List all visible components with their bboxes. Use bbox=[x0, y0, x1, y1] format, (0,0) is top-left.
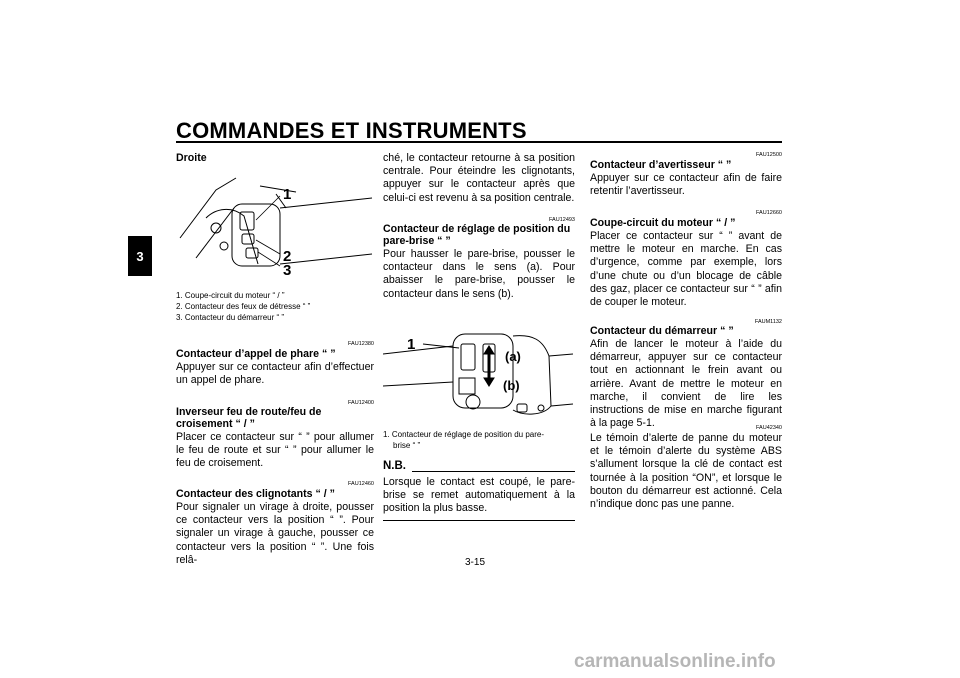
caption-line-2: brise “ ” bbox=[393, 441, 421, 450]
section-title: Contacteur des clignotants “ / ” bbox=[176, 488, 335, 500]
section-code: FAU12500 bbox=[756, 152, 782, 158]
continued-text: ché, le contacteur retourne à sa position centrale. Pour éteindre les clignotants, appuyer sur le contacteur après que celui-ci est revenu à sa position centrale. bbox=[383, 152, 575, 204]
section-code: FAU12380 bbox=[348, 341, 374, 347]
figure-callout-3: 3 bbox=[283, 262, 292, 279]
figure-callout-1: 1 bbox=[407, 336, 416, 353]
section-body: Pour signaler un virage à droite, pousser ce contacteur vers la position “ ”. Pour signaler un virage à gauche, pousser ce contacteur vers la position “ ”. Une fois relâ- bbox=[176, 501, 374, 566]
figure-caption bbox=[383, 429, 578, 451]
direction-label-a: (a) bbox=[505, 349, 521, 364]
right-handlebar-figure bbox=[176, 168, 376, 280]
section-title: Coupe-circuit du moteur “ / ” bbox=[590, 217, 736, 229]
section-title-line1: Contacteur de réglage de position du bbox=[383, 223, 571, 235]
nb-rule-top bbox=[412, 471, 575, 472]
section-code: FAU12493 bbox=[549, 217, 575, 223]
page-number: 3-15 bbox=[465, 557, 486, 568]
section-body: Placer ce contacteur sur “ ” pour allumer le feu de route et sur “ ” pour allumer le feu de croisement. bbox=[176, 431, 374, 470]
section-body: Afin de lancer le moteur à l’aide du démarreur, appuyer sur ce contacteur tout en actionnant le frein avant ou arrière. Avant de mettre le moteur en marche, il convient de lire les instructions de mise en marche figurant à la page 5-1. bbox=[590, 338, 782, 430]
page-title: COMMANDES ET INSTRUMENTS bbox=[176, 118, 527, 143]
figure-caption-list bbox=[176, 290, 376, 323]
nb-text: Lorsque le contact est coupé, le pare-brise se remet automatiquement à la position la plus basse. bbox=[383, 476, 575, 515]
section-code: FAU12460 bbox=[348, 481, 374, 487]
section-title-line1: Inverseur feu de route/feu de bbox=[176, 406, 322, 418]
section-body: Appuyer sur ce contacteur afin de faire retentir l’avertisseur. bbox=[590, 172, 782, 198]
title-rule bbox=[176, 141, 782, 143]
section-title: Contacteur d’appel de phare “ ” bbox=[176, 348, 336, 360]
caption-item-2: 2. Contacteur des feux de détresse “ ” bbox=[176, 302, 311, 311]
section-code: FAU42340 bbox=[756, 425, 782, 431]
chapter-tab: 3 bbox=[128, 236, 152, 276]
watermark: carmanualsonline.info bbox=[574, 651, 776, 672]
figure-callout-1: 1 bbox=[283, 186, 292, 203]
section-code: FAU12400 bbox=[348, 400, 374, 406]
caption-item-3: 3. Contacteur du démarreur “ ” bbox=[176, 313, 285, 322]
figure-callout-2: 2 bbox=[283, 248, 292, 265]
caption-line-1: 1. Contacteur de réglage de position du pare- bbox=[383, 430, 544, 439]
nb-rule-bottom bbox=[383, 520, 575, 521]
section-heading-droite: Droite bbox=[176, 152, 207, 164]
section-title: Contacteur du démarreur “ ” bbox=[590, 325, 734, 337]
direction-label-b: (b) bbox=[503, 378, 520, 393]
section-title: Contacteur d’avertisseur “ ” bbox=[590, 159, 732, 171]
section-body: Appuyer sur ce contacteur afin d’effectuer un appel de phare. bbox=[176, 361, 374, 387]
section-title-line2: pare-brise “ ” bbox=[383, 235, 451, 247]
nb-label: N.B. bbox=[383, 460, 406, 472]
section-body: Le témoin d’alerte de panne du moteur et le témoin d’alerte du système ABS s’allument lorsque la clé de contact est tournée à la position “ON”, et lorsque le bouton du démarreur est actionné. Cela n’indique donc pas une panne. bbox=[590, 432, 782, 511]
section-code: FAUM1132 bbox=[754, 319, 782, 325]
section-body: Pour hausser le pare-brise, pousser le contacteur dans le sens (a). Pour abaisser le pare-brise, pousser le contacteur dans le sens (b). bbox=[383, 248, 575, 300]
section-code: FAU12660 bbox=[756, 210, 782, 216]
section-body: Placer ce contacteur sur “ ” avant de mettre le moteur en marche. En cas d’urgence, comme par exemple, lors d’une chute ou d’un blocage de câble des gaz, placer ce contacteur sur “ ” afin de couper le moteur. bbox=[590, 230, 782, 309]
section-title-line2: croisement “ / ” bbox=[176, 418, 255, 430]
caption-item-1: 1. Coupe-circuit du moteur “ / ” bbox=[176, 291, 285, 300]
